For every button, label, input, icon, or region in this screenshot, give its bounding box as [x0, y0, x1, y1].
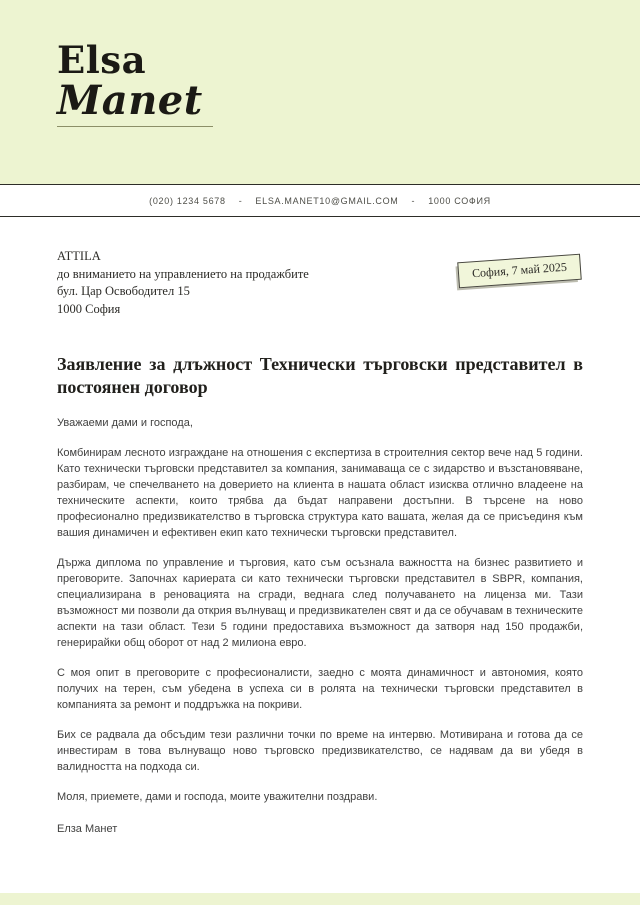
- first-name: Elsa: [57, 38, 147, 82]
- contact-separator: -: [238, 195, 243, 206]
- closing-line: Моля, приемете, дами и господа, моите уважителни поздрави.: [57, 791, 378, 803]
- contact-email: ELSA.MANET10@GMAIL.COM: [255, 195, 399, 206]
- last-name: Manet: [57, 80, 213, 127]
- paragraph-3: С моя опит в преговорите с професионалисти, заедно с моята динамичност и автономия, която получих на терен, съм убедена в успеха си в ролята на технически търговски представител в компанията за ремонт и поддръжка на покриви.: [57, 667, 583, 711]
- footer-accent-bar: [0, 893, 640, 905]
- recipient-attention: до вниманието на управлението на продажбите: [57, 266, 309, 281]
- contact-city: 1000 СОФИЯ: [428, 195, 491, 206]
- recipient-company: ATTILA: [57, 249, 101, 263]
- recipient-block: [57, 248, 309, 318]
- letter-title: Заявление за длъжност Технически търговски представител в постоянен договор: [57, 354, 583, 397]
- paragraph-1: Комбинирам лесното изграждане на отношения с експертиза в строителния сектор вече над 5 години. Като технически търговски представител за компания, занимаваща се с зидарство и възстановяване, разбирам, че спечелването на доверието на клиента в нашата област изисква отлично владеене на техническите аспекти, които трябва да бъдат направени достъпни. В търсене на ново професионално предизвикателство в търговска структура като вашата, желая да се присъединя към вашия динамичен и ефективен екип като технически търговски представител.: [57, 447, 583, 539]
- recipient-city: 1000 София: [57, 301, 121, 316]
- header-banner: [0, 0, 640, 184]
- date-stamp: София, 7 май 2025: [457, 254, 581, 289]
- salutation: Уважаеми дами и господа,: [57, 417, 193, 429]
- signature: Елза Манет: [57, 823, 118, 835]
- paragraph-4: Бих се радвала да обсъдим тези различни точки по време на интервю. Мотивирана и готова да се инвестирам в това вълнуващо ново търговско предизвикателство, се надявам да ви убедя в валидността на подхода си.: [57, 729, 583, 773]
- recipient-street: бул. Цар Освободител 15: [57, 284, 190, 298]
- contact-bar: [0, 184, 640, 217]
- letter-body: [0, 217, 640, 837]
- recipient-row: [57, 248, 583, 318]
- contact-separator: -: [411, 195, 416, 206]
- paragraph-2: Държа диплома по управление и търговия, като съм осъзнала важността на бизнес развитието и преговорите. Започнах кариерата си като технически търговски представител в SBPR, компания, специализирана в реновацията на сгради, веднага след получаването на лиценза ми. Тази възможност ми позволи да открия вълнуващ и предизвикателен свят и да се обучавам в техническите аспекти на тази област. Тези 5 години предоставиха възможност да затворя над 150 продажби, генерирайки общ оборот от над 2 милиона евро.: [57, 557, 583, 649]
- contact-phone: (020) 1234 5678: [149, 195, 226, 206]
